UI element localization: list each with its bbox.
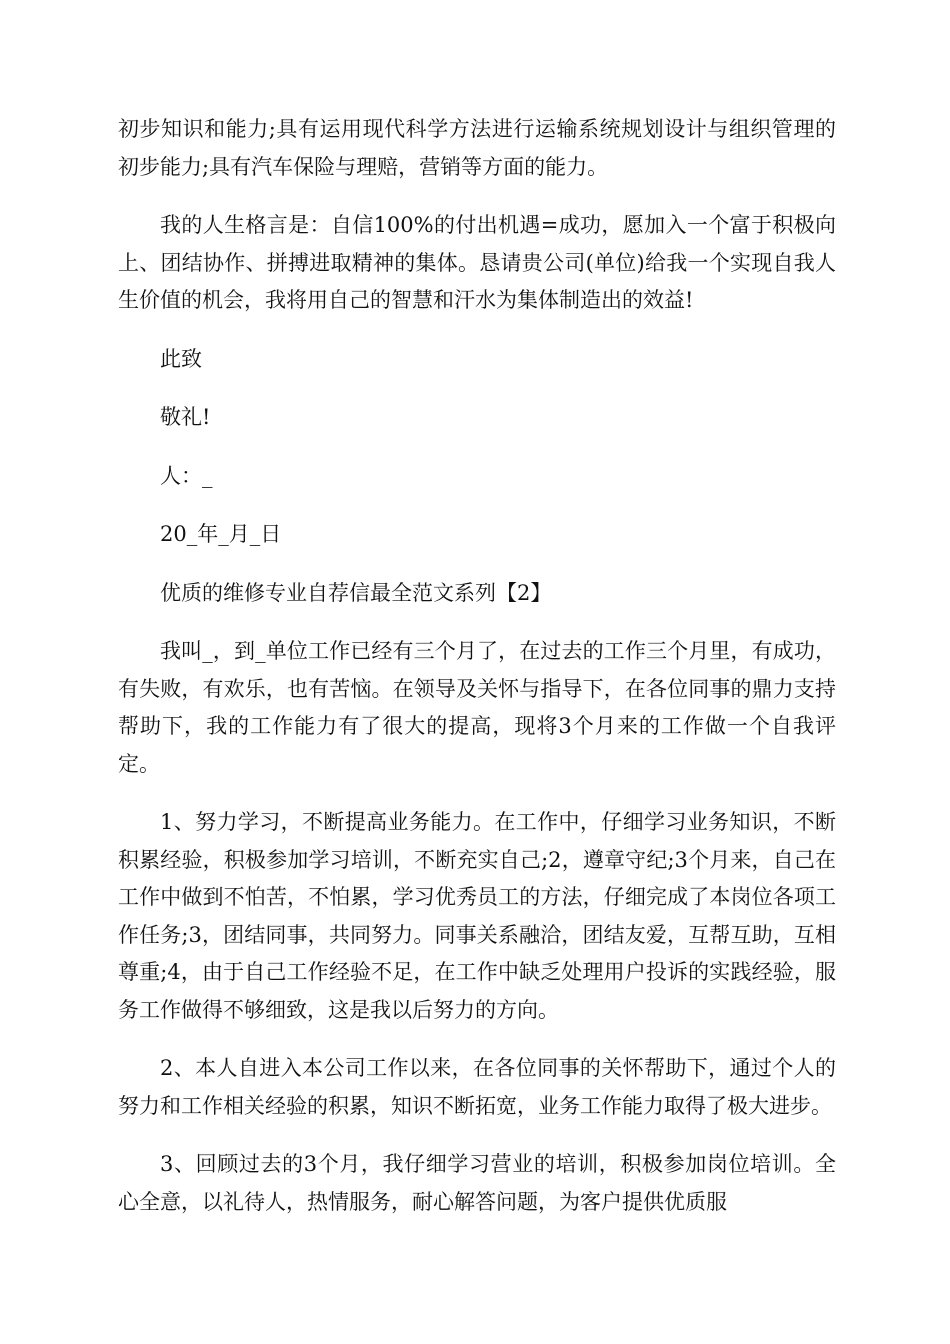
paragraph-motto: 我的人生格言是：自信100%的付出机遇=成功，愿加入一个富于积极向上、团结协作、拼搏进取精神的集体。恳请贵公司(单位)给我一个实现自我人生价值的机会，我将用自己的智慧和汗水为集体制造出的效益! <box>118 213 836 312</box>
document-body <box>118 111 836 1242</box>
date-line: 20_年_月_日 <box>160 522 282 546</box>
paragraph-point-3: 3、回顾过去的3个月，我仔细学习营业的培训，积极参加岗位培训。全心全意，以礼待人，热情服务，耐心解答问题，为客户提供优质服 <box>118 1152 836 1214</box>
paragraph-intro: 我叫_，到_单位工作已经有三个月了，在过去的工作三个月里，有成功，有失败，有欢乐，也有苦恼。在领导及关怀与指导下，在各位同事的鼎力支持帮助下，我的工作能力有了很大的提高，现将3个月来的工作做一个自我评定。 <box>118 639 836 776</box>
closing-salutation: 此致 <box>160 346 202 371</box>
paragraph-skills: 初步知识和能力;具有运用现代科学方法进行运输系统规划设计与组织管理的初步能力;具有汽车保险与理赔，营销等方面的能力。 <box>118 117 836 179</box>
paragraph-point-1: 1、努力学习，不断提高业务能力。在工作中，仔细学习业务知识，不断积累经验，积极参加学习培训，不断充实自己;2，遵章守纪;3个月来，自己在工作中做到不怕苦，不怕累，学习优秀员工的方法，仔细完成了本岗位各项工作任务;3，团结同事，共同努力。同事关系融洽，团结友爱，互帮互助，互相尊重;4，由于自己工作经验不足，在工作中缺乏处理用户投诉的实践经验，服务工作做得不够细致，这是我以后努力的方向。 <box>118 810 836 1022</box>
paragraph-point-2: 2、本人自进入本公司工作以来，在各位同事的关怀帮助下，通过个人的努力和工作相关经验的积累，知识不断拓宽，业务工作能力取得了极大进步。 <box>118 1056 836 1118</box>
closing-regards: 敬礼! <box>160 405 211 429</box>
signature-line: 人：_ <box>160 463 213 488</box>
section-title: 优质的维修专业自荐信最全范文系列【2】 <box>160 580 552 605</box>
